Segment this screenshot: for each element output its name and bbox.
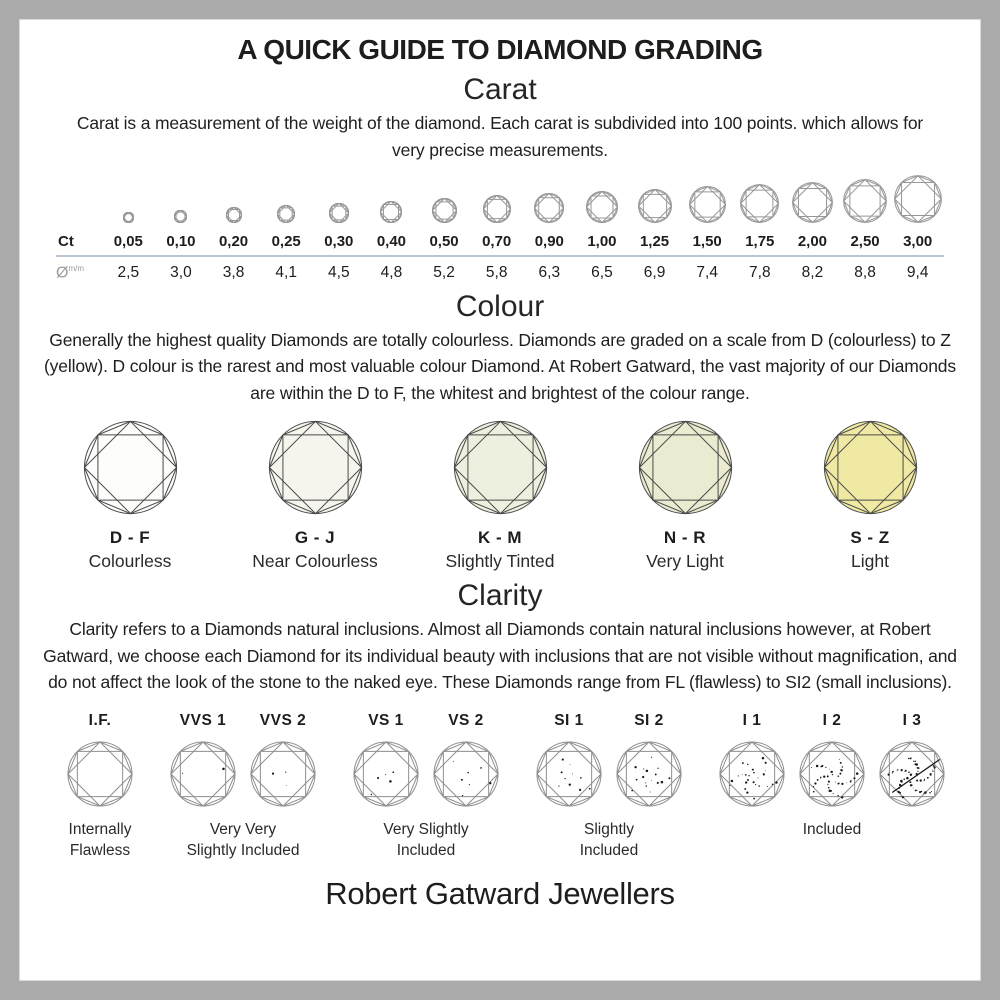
clarity-stone-item: [715, 712, 789, 807]
carat-stone-cell: [523, 171, 576, 223]
diameter-value: 8,8: [854, 264, 876, 282]
diamond-size-icon: [174, 210, 187, 223]
clarity-stone: [67, 741, 133, 807]
colour-description: Generally the highest quality Diamonds are totally colourless. Diamonds are graded on a scale from D (colourless) to Z (yellow). D colour is the rarest and most valuable colour Diamond. At Robert Gatward, the vast majority of our Diamonds are within the D to F, the whitest and brightest of the colour range.: [44, 329, 956, 403]
clarity-code-label: VVS 2: [259, 712, 307, 730]
clarity-code-label: VS 1: [368, 712, 404, 730]
carat-value: 0,20: [218, 233, 249, 251]
carat-stone-cell: [786, 171, 839, 223]
clarity-group: [715, 712, 949, 862]
clarity-stone: [353, 741, 419, 807]
carat-unit-label: Ct: [58, 233, 74, 251]
carat-stone-cell: [365, 171, 418, 223]
clarity-stone: [879, 741, 945, 807]
colour-grade-label: Colourless: [88, 551, 172, 572]
colour-range-label: D - F: [109, 528, 151, 548]
clarity-code-label: I 2: [822, 712, 842, 730]
clarity-diamond-icon: [616, 741, 682, 807]
diamond-size-icon: [534, 193, 564, 223]
clarity-diamond-icon: [353, 741, 419, 807]
brand-footer: Robert Gatward Jewellers: [325, 875, 675, 911]
carat-stone-cell: [681, 171, 734, 223]
colour-grade-item: [227, 420, 403, 572]
clarity-code-label: VVS 1: [179, 712, 227, 730]
colour-diamond-icon: [83, 420, 178, 515]
clarity-group: [166, 712, 320, 862]
carat-value: 3,00: [903, 233, 933, 251]
carat-stone-cell: [207, 171, 260, 223]
carat-value: 0,70: [482, 233, 512, 251]
clarity-stone: [536, 741, 602, 807]
carat-value: 0,05: [113, 233, 143, 251]
colour-grade-item: [42, 420, 218, 572]
colour-grade-label: Very Light: [646, 551, 724, 572]
diameter-value: 8,2: [801, 264, 824, 282]
carat-value: 0,10: [166, 233, 196, 251]
colour-heading: Colour: [455, 289, 545, 323]
diamond-size-icon: [483, 195, 511, 223]
colour-range-label: S - Z: [850, 528, 890, 548]
clarity-stone: [719, 741, 785, 807]
carat-stone-cell: [260, 171, 313, 223]
diameter-value: 5,2: [433, 264, 455, 282]
colour-stone: [823, 420, 918, 515]
carat-stone-cell: [628, 171, 681, 223]
carat-stone-cell: [576, 171, 629, 223]
colour-diamond-icon: [638, 420, 733, 515]
diameter-unit-label: [56, 257, 102, 282]
colour-stone: [453, 420, 548, 515]
clarity-diamond-icon: [67, 741, 133, 807]
clarity-caption: Very Slightly Included: [383, 821, 469, 859]
colour-grade-row: [42, 420, 958, 572]
clarity-description: Clarity refers to a Diamonds natural inclusions. Almost all Diamonds contain natural inclusions however, at Robert Gatward, we choose each Diamond for its individual beauty with inclusions that are not visible without magnification, and do not affect the look of the stone to the naked eye. These Diamonds range from FL (flawless) to SI2 (small inclusions).: [43, 619, 957, 693]
carat-description: Carat is a measurement of the weight of the diamond. Each carat is subdivided into 100 points. which allows for very precise measurements.: [76, 113, 924, 160]
diameter-symbol: Ø: [56, 264, 69, 282]
clarity-diamond-icon: [170, 741, 236, 807]
colour-grade-item: [597, 420, 773, 572]
carat-table: [56, 171, 944, 282]
clarity-heading: Clarity: [457, 579, 543, 613]
clarity-stone-item: [875, 712, 949, 807]
diameter-value: 7,8: [749, 264, 771, 282]
carat-value: 2,00: [797, 233, 828, 251]
carat-value: 0,50: [429, 233, 459, 251]
clarity-code-label: I 1: [742, 712, 762, 730]
clarity-stone-item: [349, 712, 423, 807]
clarity-stone-item: [532, 712, 606, 807]
clarity-stone-item: [612, 712, 686, 807]
clarity-stones: [715, 712, 949, 807]
clarity-code-label: SI 1: [554, 712, 584, 730]
carat-row-spacer: [56, 171, 102, 223]
carat-value: 1,00: [587, 233, 617, 251]
diameter-value: 3,0: [170, 264, 192, 282]
diamond-size-icon: [792, 182, 833, 223]
diameter-value: 4,1: [275, 264, 297, 282]
diameter-value: 4,5: [328, 264, 350, 282]
clarity-stones: [349, 712, 503, 807]
colour-diamond-icon: [823, 420, 918, 515]
clarity-code-label: VS 2: [448, 712, 484, 730]
carat-value: 1,75: [745, 233, 775, 251]
clarity-group: [532, 712, 686, 862]
carat-value: 1,25: [639, 233, 670, 251]
clarity-diamond-icon: [250, 741, 316, 807]
carat-stone-cell: [155, 171, 208, 223]
clarity-stone: [433, 741, 499, 807]
colour-grade-item: [782, 420, 958, 572]
clarity-stone-item: [429, 712, 503, 807]
diamond-size-icon: [894, 175, 942, 223]
diameter-value: 9,4: [906, 264, 929, 282]
clarity-stone-item: [166, 712, 240, 807]
diameter-unit: m/m: [68, 264, 85, 274]
diamond-size-icon: [226, 207, 242, 223]
clarity-diamond-icon: [799, 741, 865, 807]
carat-value: 1,50: [692, 233, 722, 251]
clarity-caption: Very Very Slightly Included: [186, 821, 300, 859]
diameter-value: 3,8: [222, 264, 245, 282]
carat-stone-cell: [734, 171, 787, 223]
carat-value: 0,40: [376, 233, 407, 251]
clarity-code-label: I 3: [902, 712, 922, 730]
clarity-stone: [799, 741, 865, 807]
colour-range-label: G - J: [294, 528, 336, 548]
diamond-size-icon: [380, 201, 402, 223]
colour-grade-label: Light: [851, 551, 889, 572]
diameter-value: 2,5: [117, 264, 140, 282]
carat-value: 2,50: [850, 233, 880, 251]
carat-stone-cell: [313, 171, 366, 223]
carat-heading: Carat: [463, 73, 537, 106]
carat-stone-cell: [839, 171, 892, 223]
diameter-value: 4,8: [380, 264, 403, 282]
clarity-stone: [250, 741, 316, 807]
clarity-stones: [166, 712, 320, 807]
clarity-stone-item: [795, 712, 869, 807]
clarity-grade-row: [34, 712, 978, 862]
carat-value: 0,90: [534, 233, 564, 251]
diameter-value: 6,9: [643, 264, 666, 282]
diamond-size-icon: [432, 198, 457, 223]
diamond-size-icon: [740, 184, 779, 223]
clarity-diamond-icon: [536, 741, 602, 807]
clarity-stone-item: [63, 712, 137, 807]
diamond-size-icon: [277, 205, 295, 223]
colour-stone: [268, 420, 363, 515]
clarity-stones: [532, 712, 686, 807]
diameter-value: 5,8: [485, 264, 508, 282]
clarity-diamond-icon: [719, 741, 785, 807]
clarity-stone-item: [246, 712, 320, 807]
diamond-size-icon: [689, 186, 726, 223]
clarity-caption: Internally Flawless: [68, 821, 132, 859]
diameter-value: 6,3: [538, 264, 561, 282]
colour-stone: [83, 420, 178, 515]
infographic-page: [20, 20, 980, 980]
clarity-caption: Included: [802, 821, 862, 839]
diamond-size-icon: [329, 203, 349, 223]
clarity-group: [63, 712, 137, 862]
clarity-group: [349, 712, 503, 862]
clarity-stones: [63, 712, 137, 807]
diamond-size-icon: [638, 189, 672, 223]
carat-stone-cell: [470, 171, 523, 223]
colour-grade-label: Slightly Tinted: [445, 551, 555, 572]
clarity-stone: [170, 741, 236, 807]
colour-diamond-icon: [453, 420, 548, 515]
diamond-size-icon: [586, 191, 618, 223]
clarity-stone: [616, 741, 682, 807]
page-title: A QUICK GUIDE TO DIAMOND GRADING: [237, 34, 763, 65]
colour-range-label: K - M: [477, 528, 523, 548]
colour-diamond-icon: [268, 420, 363, 515]
diamond-size-icon: [123, 212, 134, 223]
clarity-code-label: SI 2: [634, 712, 664, 730]
carat-value: 0,25: [271, 233, 301, 251]
carat-value: 0,30: [324, 233, 354, 251]
clarity-caption: Slightly Included: [579, 821, 639, 859]
clarity-diamond-icon: [433, 741, 499, 807]
colour-grade-label: Near Colourless: [252, 551, 378, 572]
carat-stone-cell: [891, 171, 944, 223]
clarity-code-label: I.F.: [88, 712, 112, 730]
diamond-size-icon: [843, 179, 887, 223]
carat-stone-cell: [418, 171, 471, 223]
colour-grade-item: [412, 420, 588, 572]
clarity-diamond-icon: [879, 741, 945, 807]
diameter-value: 7,4: [696, 264, 718, 282]
carat-stone-cell: [102, 171, 155, 223]
colour-range-label: N - R: [663, 528, 707, 548]
diameter-value: 6,5: [591, 264, 613, 282]
colour-stone: [638, 420, 733, 515]
